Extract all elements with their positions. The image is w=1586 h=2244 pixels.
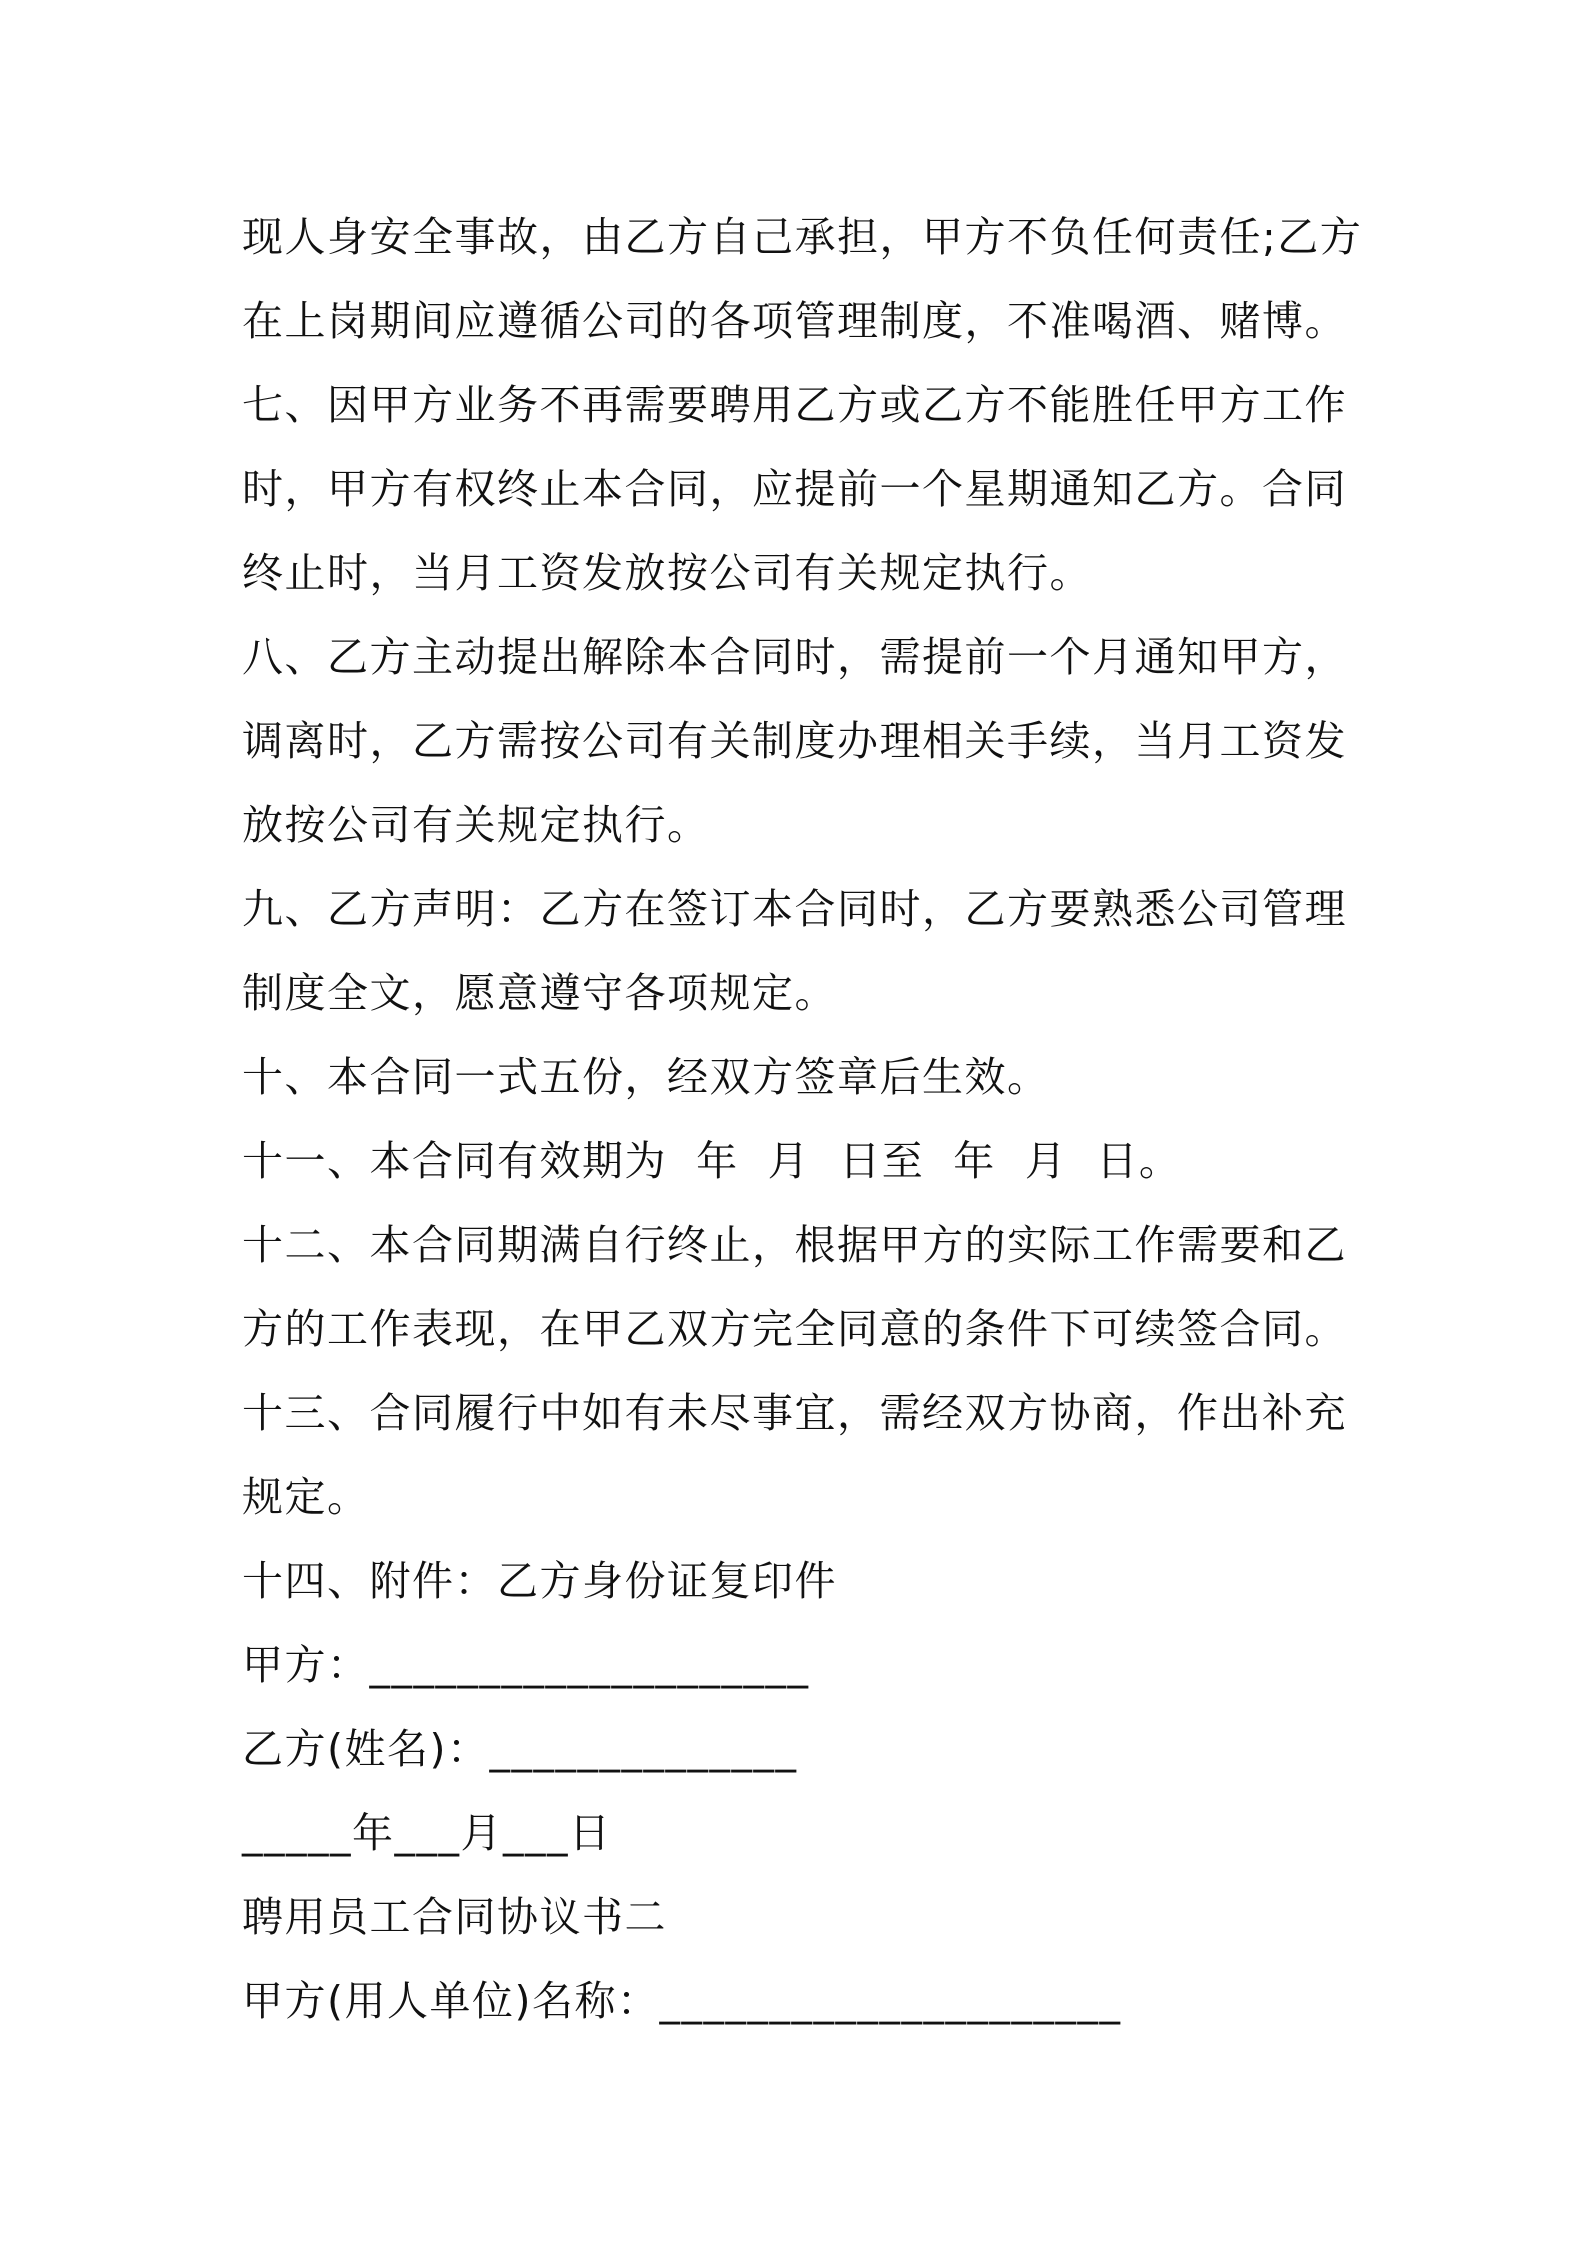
text-line: 制度全文，愿意遵守各项规定。 [242, 969, 837, 1017]
clause-7: 七、因甲方业务不再需要聘用乙方或乙方不能胜任甲方工作 [242, 381, 1347, 429]
clause-14: 十四、附件：乙方身份证复印件 [242, 1557, 837, 1605]
party-b-signature-line: 乙方(姓名)：______________ [242, 1725, 798, 1773]
date-line: _____年___月___日 [242, 1809, 612, 1857]
clause-13: 十三、合同履行中如有未尽事宜，需经双方协商，作出补充 [242, 1389, 1347, 1437]
clause-12: 十二、本合同期满自行终止，根据甲方的实际工作需要和乙 [242, 1221, 1347, 1269]
text-line: 规定。 [242, 1473, 370, 1521]
text-line: 方的工作表现，在甲乙双方完全同意的条件下可续签合同。 [242, 1305, 1347, 1353]
clause-11: 十一、本合同有效期为 年 月 日至 年 月 日。 [242, 1137, 1182, 1185]
text-line: 终止时，当月工资发放按公司有关规定执行。 [242, 549, 1092, 597]
text-line: 放按公司有关规定执行。 [242, 801, 710, 849]
clause-10: 十、本合同一式五份，经双方签章后生效。 [242, 1053, 1050, 1101]
text-line: 时，甲方有权终止本合同，应提前一个星期通知乙方。合同 [242, 465, 1347, 513]
clause-8: 八、乙方主动提出解除本合同时，需提前一个月通知甲方， [242, 633, 1347, 681]
employer-name-line: 甲方(用人单位)名称：_____________________ [242, 1977, 1122, 2025]
clause-9: 九、乙方声明：乙方在签订本合同时，乙方要熟悉公司管理 [242, 885, 1347, 933]
text-line: 调离时，乙方需按公司有关制度办理相关手续，当月工资发 [242, 717, 1347, 765]
section-title: 聘用员工合同协议书二 [242, 1893, 667, 1941]
party-a-signature-line: 甲方：____________________ [242, 1641, 810, 1689]
document-page [242, 195, 1362, 2043]
text-line: 在上岗期间应遵循公司的各项管理制度，不准喝酒、赌博。 [242, 297, 1347, 345]
text-line: 现人身安全事故，由乙方自己承担，甲方不负任何责任;乙方 [242, 213, 1363, 261]
